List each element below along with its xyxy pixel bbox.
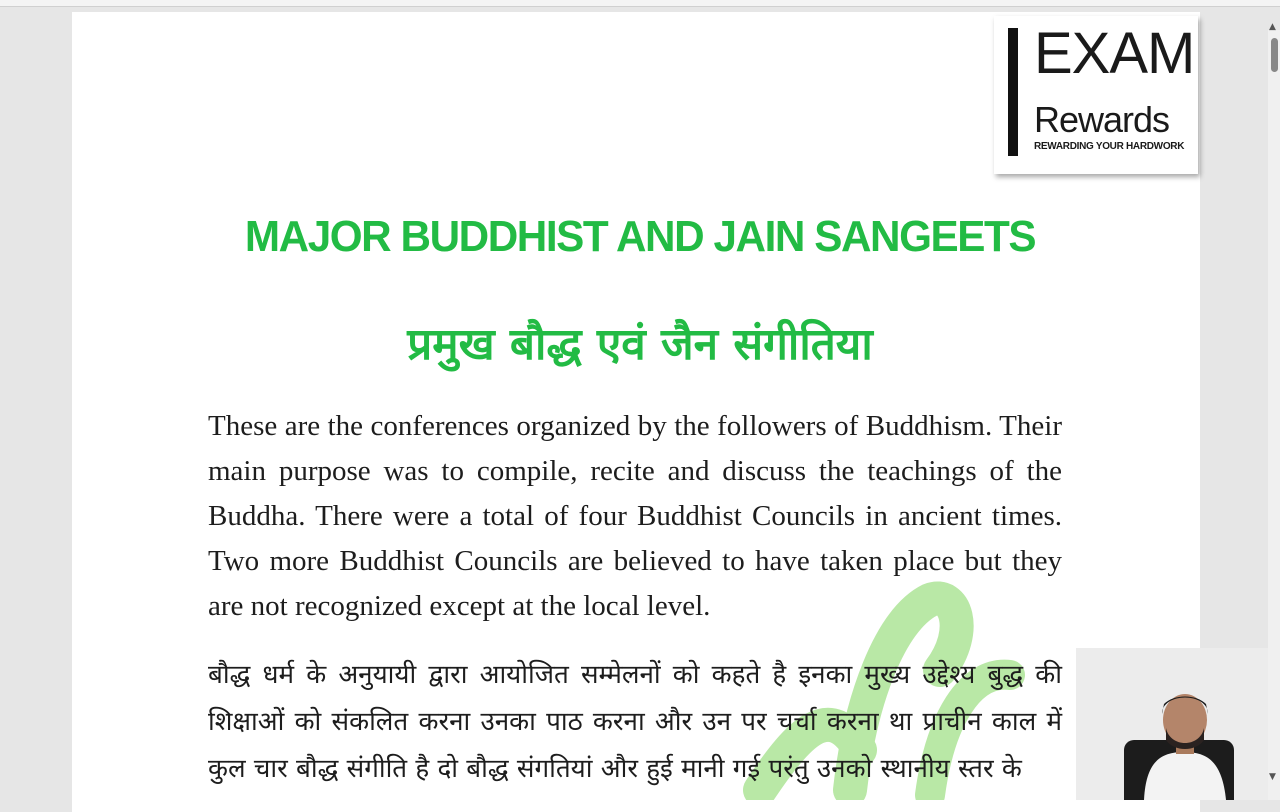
page-title-hindi: प्रमुख बौद्ध एवं जैन संगीतिया xyxy=(407,319,873,370)
logo-exam-text: EXAM xyxy=(1034,21,1195,86)
page-title-english: MAJOR BUDDHIST AND JAIN SANGEETS xyxy=(244,212,1036,261)
exam-rewards-logo xyxy=(994,16,1198,174)
logo-bar xyxy=(1008,28,1018,156)
presenter-webcam xyxy=(1076,648,1268,800)
scroll-up-icon[interactable]: ▲ xyxy=(1269,22,1276,32)
logo-tagline: REWARDING YOUR HARDWORK xyxy=(1034,141,1185,152)
vertical-scrollbar[interactable] xyxy=(1268,30,1280,800)
paragraph-hindi: बौद्ध धर्म के अनुयायी द्वारा आयोजित सम्मेलनों को कहते है इनका मुख्य उद्देश्य बुद्ध की शिक्षाओं को संकलित करना उनका पाठ करना और उन पर चर्चा करना था प्राचीन काल में कुल चार बौद्ध संगीति है दो बौद्ध संगतियां और हुई मानी गई परंतु उनको स्थानीय स्तर के xyxy=(208,660,1062,784)
paragraph-english: These are the conferences organized by the followers of Buddhism. Their main purpose was to compile, recite and discuss the teachings of the Buddha. There were a total of four Buddhist Councils in ancient times. Two more Buddhist Councils are believed to have taken place but they are not recognized except at the local level. xyxy=(208,410,1062,622)
presenter-figure xyxy=(1076,648,1268,800)
scroll-down-icon[interactable]: ▼ xyxy=(1269,772,1276,782)
window-top-border xyxy=(0,0,1280,7)
scrollbar-thumb[interactable] xyxy=(1271,38,1278,72)
logo-rewards-text: Rewards xyxy=(1034,99,1170,140)
